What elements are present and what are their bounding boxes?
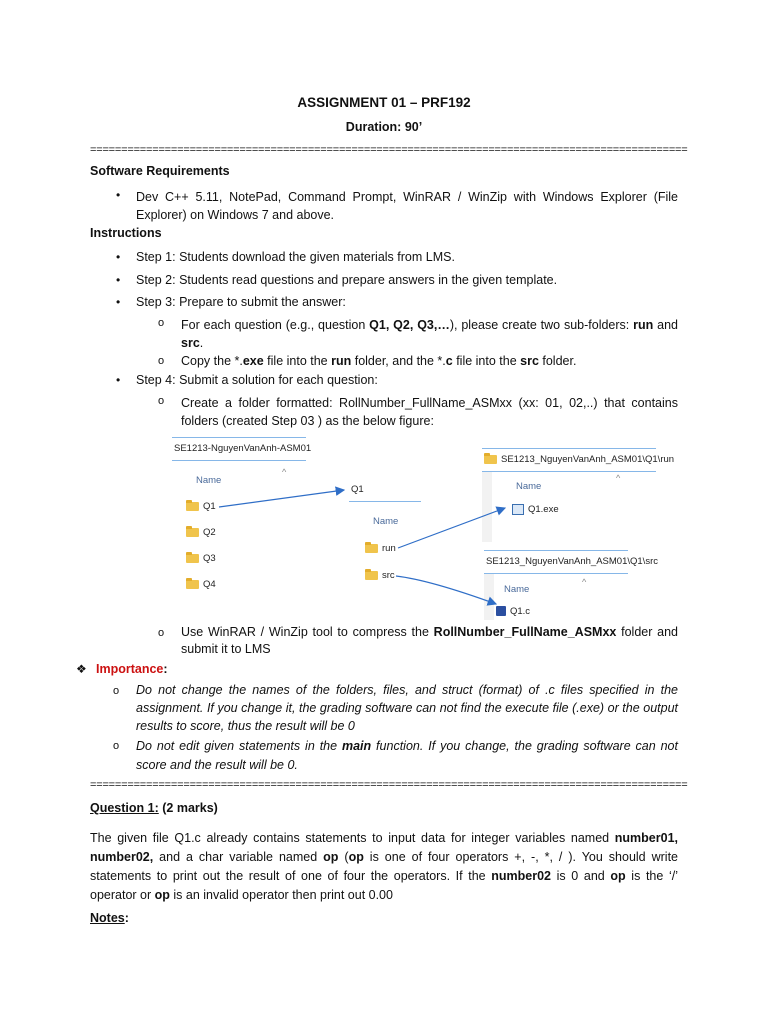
importance-heading: Importance:	[96, 662, 168, 676]
folder-item-q3: Q3	[186, 553, 216, 564]
arrow-q1	[219, 490, 344, 507]
src-address-bar: SE1213_NguyenVanAnh_ASM01\Q1\src	[484, 550, 628, 574]
bullet-dot: •	[116, 273, 121, 287]
name-column-header: Name	[516, 481, 542, 492]
arrow-src	[396, 576, 496, 604]
sort-chevron-icon: ^	[616, 473, 621, 483]
sub-bullet: o	[158, 355, 165, 367]
folder-item-q2: Q2	[186, 527, 216, 538]
diamond-bullet-icon: ❖	[76, 662, 87, 676]
document-title: ASSIGNMENT 01 – PRF192	[297, 95, 471, 110]
step4-sub1: Create a folder formatted: RollNumber_FullName_ASMxx (xx: 01, 02,..) that contains folders (created Step 03 ) as the below figure:	[181, 396, 678, 428]
sort-chevron-icon: ^	[282, 467, 287, 477]
folder-item-src: src	[365, 570, 395, 581]
sub-bullet: o	[158, 627, 165, 639]
folder-item-run: run	[365, 543, 396, 554]
question1-heading: Question 1: (2 marks)	[90, 801, 218, 815]
name-column-header: Name	[504, 584, 530, 595]
bullet-dot: •	[116, 295, 121, 309]
run-address-bar: SE1213_NguyenVanAnh_ASM01\Q1\run	[482, 448, 656, 472]
bullet-dot: •	[116, 373, 121, 387]
separator-line: ================================================================================================	[90, 779, 688, 791]
software-item: Dev C++ 5.11, NotePad, Command Prompt, WinRAR / WinZip with Windows Explorer (File Explorer) on Windows 7 and above.	[136, 190, 678, 222]
software-heading: Software Requirements	[90, 164, 230, 178]
sort-chevron-icon: ^	[582, 577, 587, 587]
instructions-heading: Instructions	[90, 226, 162, 240]
file-item-c: Q1.c	[496, 606, 530, 617]
sub-bullet: o	[113, 685, 120, 697]
sub-bullet: o	[113, 740, 120, 752]
folder-item-q4: Q4	[186, 579, 216, 590]
step3-text: Step 3: Prepare to submit the answer:	[136, 295, 346, 309]
question1-description: The given file Q1.c already contains statements to input data for integer variables named number01, number02, and a char variable named op (op is one of four operators +, -, *, / ). You should write statements to print out the result of one of four the operators. If the number02 is 0 and op is the ‘/’ operator or op is an invalid operator then print out 0.00	[90, 831, 678, 902]
sub-bullet: o	[158, 317, 165, 329]
step3-sub1: For each question (e.g., question Q1, Q2, Q3,…), please create two sub-folders: run and src.	[181, 318, 678, 350]
name-column-header: Name	[196, 475, 222, 486]
step2-text: Step 2: Students read questions and prepare answers in the given template.	[136, 273, 558, 287]
importance-item2: Do not edit given statements in the main function. If you change, the grading software can not score and the result will be 0.	[136, 739, 678, 772]
root-address-bar: SE1213-NguyenVanAnh-ASM01	[172, 437, 306, 461]
step1-text: Step 1: Students download the given materials from LMS.	[136, 250, 455, 264]
arrow-run	[398, 508, 505, 548]
separator-line: ================================================================================================	[90, 144, 688, 156]
importance-item1: Do not change the names of the folders, files, and struct (format) of .c files specified in the assignment. If you change it, the grading software can not find the execute file (.exe) or the output results to score, thus the result will be 0	[136, 683, 678, 733]
sub-bullet: o	[158, 395, 165, 407]
duration-label: Duration: 90’	[345, 120, 423, 134]
bullet-dot: •	[116, 188, 121, 202]
q1-address-bar: Q1	[349, 479, 421, 502]
step3-sub2: Copy the *.exe file into the run folder, and the *.c file into the src folder.	[181, 354, 577, 368]
file-item-exe: Q1.exe	[512, 504, 559, 515]
step4-sub2: Use WinRAR / WinZip tool to compress the RollNumber_FullName_ASMxx folder and submit it to LMS	[181, 625, 678, 656]
name-column-header: Name	[373, 516, 399, 527]
notes-heading: Notes:	[90, 911, 129, 925]
folder-item-q1: Q1	[186, 501, 216, 512]
step4-text: Step 4: Submit a solution for each question:	[136, 373, 378, 387]
bullet-dot: •	[116, 250, 121, 264]
